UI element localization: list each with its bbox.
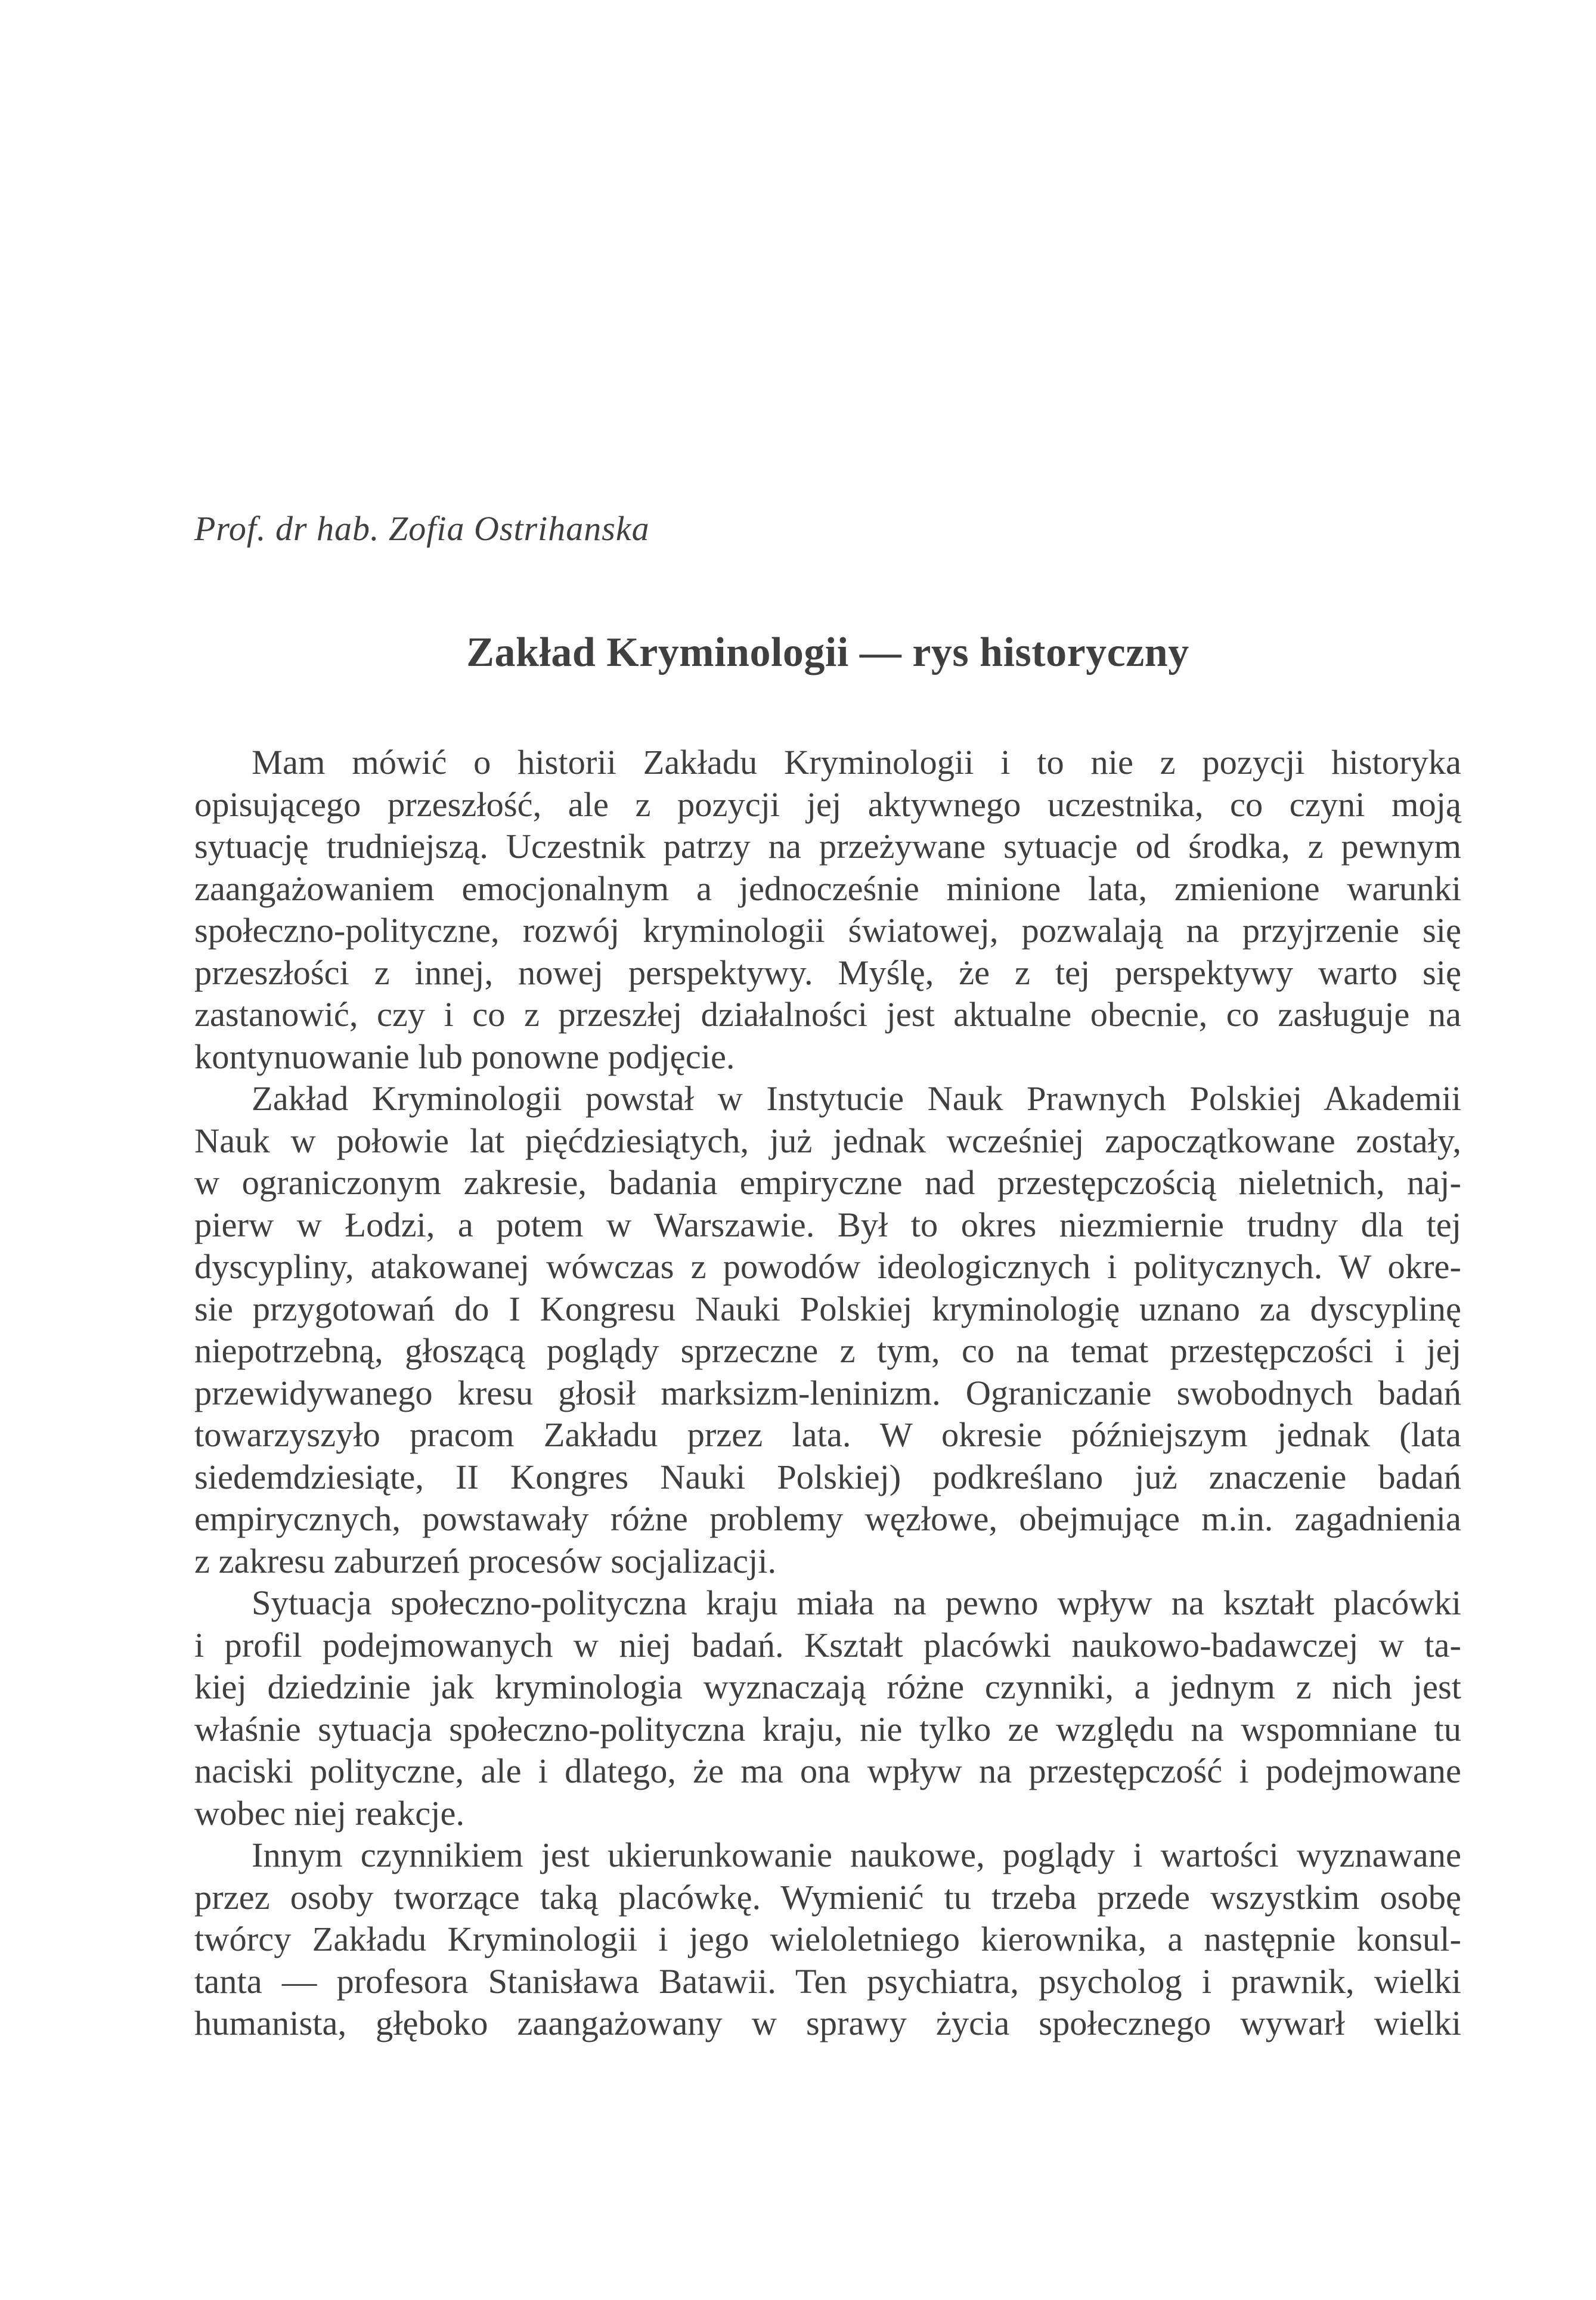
text-line: z zakresu zaburzeń procesów socjalizacji. — [194, 1541, 777, 1580]
text-line: sie przygotowań do I Kongresu Nauki Polskiej kryminologię uznano za dyscyplinę — [194, 1289, 1461, 1328]
paragraph-3 — [194, 1582, 1461, 1834]
text-line: przez osoby tworzące taką placówkę. Wymienić tu trzeba przede wszystkim osobę — [194, 1877, 1461, 1917]
text-line: kiej dziedzinie jak kryminologia wyznaczają różne czynniki, a jednym z nich jest — [194, 1667, 1461, 1706]
text-line: opisującego przeszłość, ale z pozycji jej aktywnego uczestnika, co czyni moją — [194, 785, 1461, 824]
text-line: Zakład Kryminologii powstał w Instytucie Nauk Prawnych Polskiej Akademii — [252, 1079, 1461, 1118]
text-line: zaangażowaniem emocjonalnym a jednocześnie minione lata, zmienione warunki — [194, 869, 1461, 908]
text-line: Nauk w połowie lat pięćdziesiątych, już jednak wcześniej zapoczątkowane zostały, — [194, 1121, 1461, 1160]
text-line: humanista, głęboko zaangażowany w sprawy życia społecznego wywarł wielki — [194, 2004, 1461, 2042]
text-line: zastanowić, czy i co z przeszłej działalności jest aktualne obecnie, co zasługuje na — [194, 995, 1461, 1034]
text-line: społeczno-polityczne, rozwój kryminologii światowej, pozwalają na przyjrzenie się — [194, 911, 1461, 950]
text-line: siedemdziesiąte, II Kongres Nauki Polskiej) podkreślano już znaczenie badań — [194, 1457, 1461, 1496]
text-line: empirycznych, powstawały różne problemy węzłowe, obejmujące m.in. zagadnienia — [194, 1499, 1461, 1538]
article-body — [194, 742, 1461, 2045]
article-title: Zakład Kryminologii — rys historyczny — [466, 630, 1189, 675]
text-line: niepotrzebną, głoszącą poglądy sprzeczne z tym, co na temat przestępczości i jej — [194, 1331, 1461, 1370]
text-line: Mam mówić o historii Zakładu Kryminologii i to nie z pozycji historyka — [252, 743, 1461, 782]
text-line: towarzyszyło pracom Zakładu przez lata. W okresie późniejszym jednak (lata — [194, 1415, 1461, 1454]
text-line: pierw w Łodzi, a potem w Warszawie. Był to okres niezmiernie trudny dla tej — [194, 1205, 1461, 1244]
text-line: naciski polityczne, ale i dlatego, że ma ona wpływ na przestępczość i podejmowane — [194, 1752, 1461, 1790]
text-line: w ograniczonym zakresie, badania empiryczne nad przestępczością nieletnich, naj- — [194, 1163, 1461, 1202]
text-line: kontynuowanie lub ponowne podjęcie. — [194, 1037, 735, 1076]
text-line: dyscypliny, atakowanej wówczas z powodów ideologicznych i politycznych. W okre- — [194, 1247, 1461, 1286]
paragraph-1 — [194, 742, 1461, 1078]
text-line: wobec niej reakcje. — [194, 1793, 465, 1833]
text-line: przewidywanego kresu głosił marksizm-leninizm. Ograniczanie swobodnych badań — [194, 1373, 1461, 1412]
text-line: sytuację trudniejszą. Uczestnik patrzy na przeżywane sytuacje od środka, z pewnym — [194, 827, 1461, 866]
text-line: Sytuacja społeczno-polityczna kraju miała na pewno wpływ na kształt placówki — [252, 1583, 1461, 1622]
text-line: Innym czynnikiem jest ukierunkowanie naukowe, poglądy i wartości wyznawane — [252, 1836, 1461, 1874]
paragraph-2 — [194, 1078, 1461, 1582]
text-line: przeszłości z innej, nowej perspektywy. Myślę, że z tej perspektywy warto się — [194, 953, 1461, 992]
text-line: i profil podejmowanych w niej badań. Kształt placówki naukowo-badawczej w ta- — [194, 1625, 1461, 1664]
author-byline: Prof. dr hab. Zofia Ostrihanska — [194, 509, 650, 548]
paragraph-4 — [194, 1834, 1461, 2045]
text-line: właśnie sytuacja społeczno-polityczna kraju, nie tylko ze względu na wspomniane tu — [194, 1709, 1461, 1749]
text-line: tanta — profesora Stanisława Batawii. Ten psychiatra, psycholog i prawnik, wielki — [194, 1961, 1461, 2001]
text-line: twórcy Zakładu Kryminologii i jego wieloletniego kierownika, a następnie konsul- — [194, 1920, 1461, 1958]
